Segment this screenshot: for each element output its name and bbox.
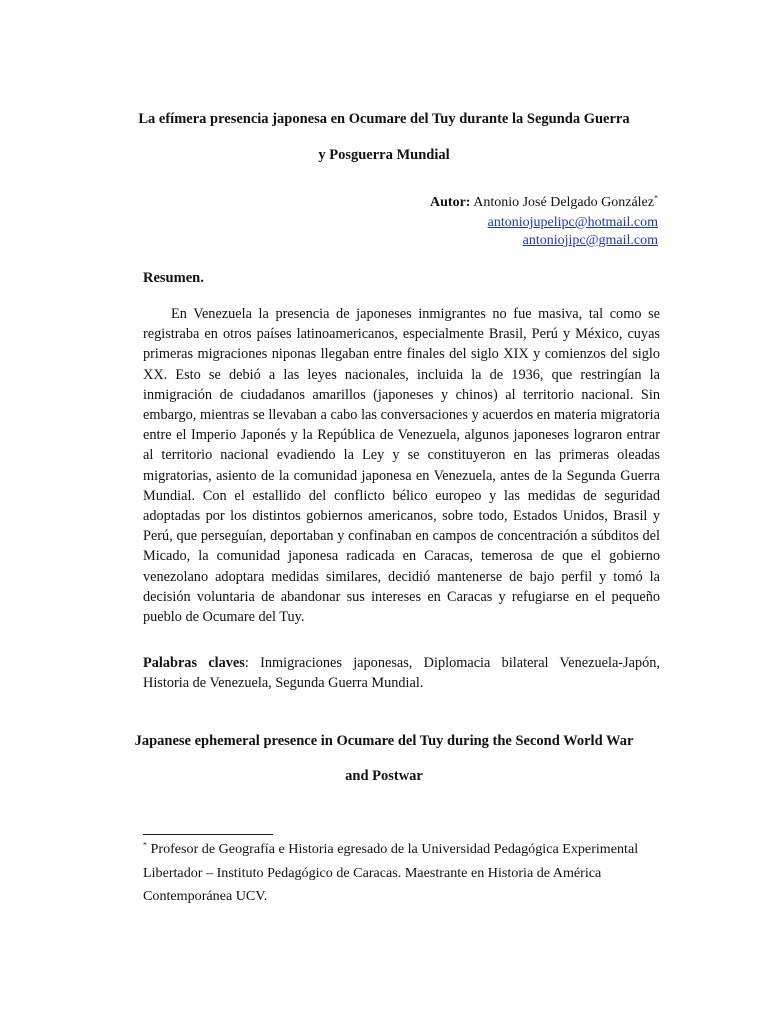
footnote-text: Profesor de Geografía e Historia egresado de la Universidad Pedagógica Experimental Libertador – Instituto Pedagógico de Caracas. Maestrante en Historia de América Contemporánea UCV. — [143, 841, 639, 904]
abstract-heading: Resumen. — [143, 270, 204, 286]
author-email-1-row — [298, 215, 658, 231]
author-name: Antonio José Delgado González — [473, 195, 654, 210]
author-email-2-link[interactable]: antoniojipc@gmail.com — [522, 233, 658, 248]
paper-title-line-1: La efímera presencia japonesa en Ocumare del Tuy durante la Segunda Guerra — [138, 111, 630, 127]
english-title-line-2: and Postwar — [345, 768, 423, 784]
footnote — [143, 838, 660, 909]
author-line — [298, 195, 658, 211]
abstract-paragraph — [143, 304, 660, 627]
author-footnote-mark: * — [654, 193, 658, 203]
keywords-label: Palabras claves — [143, 655, 245, 671]
author-email-2-row — [298, 233, 658, 249]
author-email-1-link[interactable]: antoniojupelipc@hotmail.com — [487, 215, 658, 230]
abstract-body: En Venezuela la presencia de japoneses inmigrantes no fue masiva, tal como se registraba en otros países latinoamericanos, especialmente Brasil, Perú y México, cuyas primeras migraciones niponas llegaban entre finales del siglo XIX y comienzos del siglo XX. Esto se debió a las leyes nacionales, incluida la de 1936, que restringían la inmigración de ciudadanos amarillos (japoneses y chinos) al territorio nacional. Sin embargo, mientras se llevaban a cabo las conversaciones y acuerdos en materia migratoria entre el Imperio Japonés y la República de Venezuela, algunos japoneses lograron entrar al territorio nacional evadiendo la Ley y se constituyeron en las primeras oleadas migratorias, asiento de la comunidad japonesa en Venezuela, antes de la Segunda Guerra Mundial. Con el estallido del conflicto bélico europeo y las medidas de seguridad adoptadas por los distintos gobiernos americanos, sobre todo, Estados Unidos, Brasil y Perú, que perseguían, deportaban y confinaban en campos de concentración a súbditos del Micado, la comunidad japonesa radicada en Caracas, temerosa de que el gobierno venezolano adoptara medidas similares, decidió mantenerse de bajo perfil y tomó la decisión voluntaria de abandonar sus intereses en Caracas y refugiarse en el pequeño pueblo de Ocumare del Tuy. — [143, 306, 660, 626]
keywords-text: : Inmigraciones japonesas, Diplomacia bilateral Venezuela-Japón, Historia de Venezuela, Segunda Guerra Mundial. — [143, 655, 660, 692]
author-label: Autor: — [430, 195, 471, 210]
paper-title-line-2: y Posguerra Mundial — [318, 147, 450, 163]
footnote-mark: * — [143, 840, 147, 850]
english-title-line-1: Japanese ephemeral presence in Ocumare del Tuy during the Second World War — [134, 733, 634, 749]
keywords-paragraph — [143, 653, 660, 693]
footnote-separator — [143, 834, 273, 835]
